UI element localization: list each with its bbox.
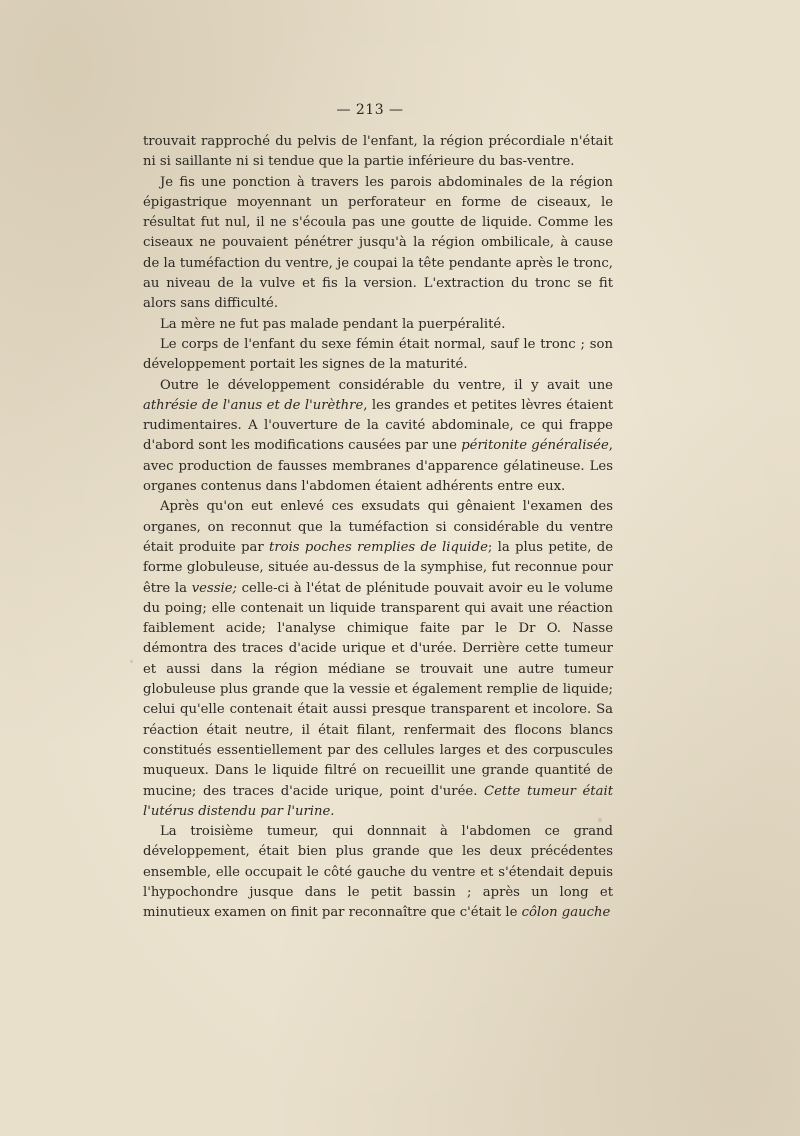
text-run: Je fis une ponction à travers les parois abdominales de la région épigastrique moyennant un perforateur en forme de ciseaux, le résultat fut nul, il ne s'écoula pas une goutte de liquide. Comme les ciseaux ne pouvaient pénétrer jusqu'à la région ombilicale, à cause de la tuméfaction du ventre, je coupai la tête pendante après le tronc, au niveau de la vulve et fis la version. L'extraction du tronc se fit alors sans difficulté. xyxy=(143,174,613,312)
text-run: Après qu'on eut enlevé ces exsudats qui gênaient l'examen des organes, on reconnut que la tuméfaction si considérable du ventre était produite par xyxy=(143,499,613,555)
italic-text: trois poches remplies de liquide xyxy=(269,539,488,555)
paragraph xyxy=(143,315,613,335)
paragraph xyxy=(143,822,613,923)
page-number: — 213 — xyxy=(336,102,404,118)
paragraph xyxy=(143,335,613,376)
text-run: , les grandes et petites lèvres étaient rudimentaires. A l'ouverture de la cavité abdominale, ce qui frappe d'abord sont les modifications causées par une xyxy=(143,397,613,454)
text-run: trouvait rapproché du pelvis de l'enfant, la région précordiale n'était ni si saillante ni si tendue que la partie inférieure du bas-ventre. xyxy=(143,134,613,170)
text-run: Le corps de l'enfant du sexe fémin était normal, sauf le tronc ; son développement portait les signes de la maturité. xyxy=(143,336,613,373)
paragraph xyxy=(143,497,613,822)
text-run: , avec production de fausses membranes d'apparence gélatineuse. Les organes contenus dans l'abdomen étaient adhérents entre eux. xyxy=(143,438,613,495)
italic-text: péritonite généralisée xyxy=(461,438,609,454)
text-run: La troisième tumeur, qui donnnait à l'abdomen ce grand développement, était bien plus grande que les deux précédentes ensemble, elle occupait le côté gauche du ventre et s'étendait depuis l'hypochondre jusque dans le petit bassin ; après un long et minutieux examen on finit par reconnaître que c'était le xyxy=(143,824,613,921)
text-run: Outre le développement considérable du ventre, il y avait une xyxy=(160,377,613,393)
italic-text: athrésie de l'anus et de l'urèthre xyxy=(143,397,364,413)
text-run: ; la plus petite, de forme globuleuse, située au-dessus de la symphise, fut reconnue pour être la xyxy=(143,539,613,596)
text-run: La mère ne fut pas malade pendant la puerpéralité. xyxy=(160,316,506,332)
paragraph xyxy=(143,376,613,498)
italic-text: côlon gauche xyxy=(521,905,611,921)
italic-text: Cette tumeur était l'utérus distendu par l'urine. xyxy=(143,783,613,819)
italic-text: vessie; xyxy=(191,580,237,596)
body-text xyxy=(143,132,613,924)
paragraph xyxy=(143,132,613,173)
paragraph xyxy=(143,173,613,315)
text-run: celle-ci à l'état de plénitude pouvait avoir eu le volume du poing; elle contenait un liquide transparent qui avait une réaction faiblement acide; l'analyse chimique faite par le Dr O. Nasse démontra des traces d'acide urique et d'urée. Derrière cette tumeur et aussi dans la région médiane se trouvait une autre tumeur globuleuse plus grande que la vessie et également remplie de liquide; celui qu'elle contenait était aussi presque transparent et incolore. Sa réaction était neutre, il était filant, renfermait des flocons blancs constitués essentiellement par des cellules larges et des corpuscules muqueux. Dans le liquide filtré on recueillit une grande quantité de mucine; des traces d'acide urique, point d'urée. xyxy=(143,580,613,799)
paper-spot xyxy=(130,660,133,663)
